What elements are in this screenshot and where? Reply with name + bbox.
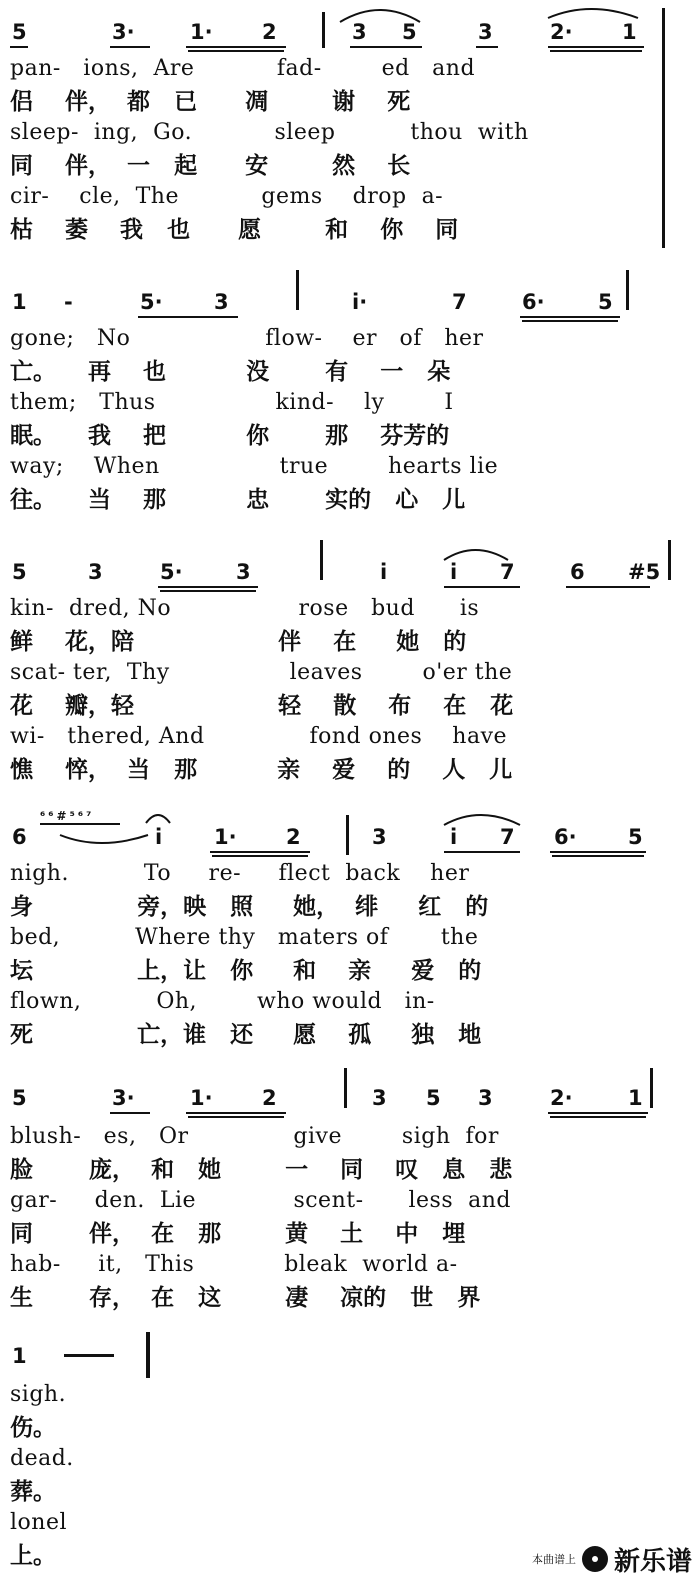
note: 1 [12,1344,27,1368]
note: 2· [550,20,573,44]
note: 3 [478,20,493,44]
lyric-english: dead. [10,1446,74,1471]
note: 3 [88,560,103,584]
beam [10,46,28,48]
beam [476,46,498,48]
lyric-chinese: 死 亡，谁 还 愿 孤 独 地 [10,1022,482,1048]
lyric-chinese: 亡。 再 也 没 有 一 朵 [10,359,451,385]
note: i [380,560,388,584]
lyric-chinese: 生 存， 在 这 凄 凉的 世 界 [10,1285,481,1311]
lyric-chinese: 葬。 [10,1479,56,1505]
beam [110,46,150,48]
lyric-chinese: 鲜 花，陪 伴 在 她 的 [10,629,467,655]
lyric-english: lonel [10,1510,68,1535]
note: #5 [628,560,661,584]
beam [522,320,618,322]
beam [158,586,258,588]
note: 3· [112,20,135,44]
watermark-brand: 新乐谱 [613,1546,692,1577]
note: 1· [190,20,213,44]
note: 2 [262,1086,277,1110]
note: 5· [140,290,163,314]
barline [146,1332,150,1378]
beam [186,1112,286,1114]
lyric-chinese: 同 伴， 在 那 黄 土 中 埋 [10,1221,466,1247]
lyric-chinese: 花 瓣，轻 轻 散 布 在 花 [10,693,514,719]
lyric-chinese: 憔 悴， 当 那 亲 爱 的 人 儿 [10,757,513,783]
note: 1 [12,290,27,314]
lyric-english: sigh. [10,1382,67,1407]
note: 1 [622,20,637,44]
beam [188,1116,284,1118]
lyric-chinese: 同 伴， 一 起 安 然 长 [10,153,411,179]
barline [296,270,299,310]
note: i· [352,290,368,314]
lyric-english: scat- ter, Thy leaves o'er the [10,660,513,685]
beam [186,46,286,48]
beam [550,1116,646,1118]
beam [138,316,238,318]
note: 5 [402,20,417,44]
note: 3 [214,290,229,314]
system-1 [0,0,700,260]
lyric-english: way; When true hearts lie [10,454,499,479]
system-4 [0,805,700,1065]
beam [548,1112,648,1114]
lyric-chinese: 眠。 我 把 你 那 芬芳的 [10,423,450,449]
note: 7 [452,290,467,314]
lyric-chinese: 往。 当 那 忠 实的 心 儿 [10,487,466,513]
note: 2· [550,1086,573,1110]
note: 6 [570,560,585,584]
note: 6· [522,290,545,314]
note: 2 [286,825,301,849]
note: 7 [500,560,515,584]
lyric-chinese: 上。 [10,1543,56,1569]
watermark-small-text: 本曲谱上 [531,1553,576,1566]
beam [444,586,520,588]
note: 3 [372,825,387,849]
lyric-english: wi- thered, And fond ones have [10,724,508,749]
note: i [450,560,458,584]
note: - [64,290,73,314]
note: 1 [628,1086,643,1110]
lyric-english: nigh. To re- flect back her [10,861,470,886]
lyric-english: cir- cle, The gems drop a- [10,184,444,209]
note: 5 [12,20,27,44]
lyric-english: flown, Oh, who would in- [10,989,435,1014]
beam [212,855,308,857]
note: 6 [12,825,27,849]
lyric-chinese: 枯 萎 我 也 愿 和 你 同 [10,217,459,243]
beam [40,823,120,825]
lyric-english: gar- den. Lie scent- less and [10,1188,511,1213]
lyric-english: sleep- ing, Go. sleep thou with [10,120,529,145]
note: 1· [190,1086,213,1110]
beam [110,1112,150,1114]
note: i [155,825,163,849]
lyric-chinese: 伤。 [10,1415,56,1441]
note: 1· [214,825,237,849]
beam [160,590,256,592]
grace-notes: ⁶⁶#⁵⁶⁷ [40,809,95,823]
beam [548,46,644,48]
barline [344,1068,347,1108]
lyric-chinese: 坛 上，让 你 和 亲 爱 的 [10,958,482,984]
lyric-english: blush- es, Or give sigh for [10,1124,499,1149]
beam [444,851,520,853]
note: 3 [236,560,251,584]
lyric-english: bed, Where thy maters of the [10,925,479,950]
note: 6· [554,825,577,849]
lyric-english: gone; No flow- er of her [10,326,484,351]
beam [552,855,644,857]
vinyl-disc-icon [582,1546,608,1572]
lyric-chinese: 身 旁，映 照 她， 绯 红 的 [10,894,489,920]
lyric-english: pan- ions, Are fad- ed and [10,56,476,81]
note: 3 [372,1086,387,1110]
lyric-english: hab- it, This bleak world a- [10,1252,458,1277]
beam [350,46,422,48]
note: 3· [112,1086,135,1110]
system-3 [0,540,700,800]
note: 3 [352,20,367,44]
note: 7 [500,825,515,849]
note: i [450,825,458,849]
lyric-chinese: 脸 庞， 和 她 一 同 叹 息 悲 [10,1157,513,1183]
barline [650,1068,653,1108]
dash-sustain [64,1354,114,1357]
lyric-english: them; Thus kind- ly I [10,390,454,415]
note: 5· [160,560,183,584]
watermark [532,1542,692,1576]
barline [626,270,629,310]
system-2 [0,270,700,530]
note: 5 [598,290,613,314]
slur [0,540,700,580]
system-5 [0,1068,700,1328]
note: 5 [12,1086,27,1110]
beam [566,586,650,588]
note: 2 [262,20,277,44]
note: 5 [12,560,27,584]
lyric-chinese: 侣 伴， 都 已 凋 谢 死 [10,89,411,115]
beam [210,851,310,853]
beam [550,50,642,52]
note: 3 [478,1086,493,1110]
note: 5 [628,825,643,849]
lyric-english: kin- dred, No rose bud is [10,596,480,621]
beam [188,50,284,52]
beam [550,851,646,853]
note: 5 [426,1086,441,1110]
beam [520,316,620,318]
